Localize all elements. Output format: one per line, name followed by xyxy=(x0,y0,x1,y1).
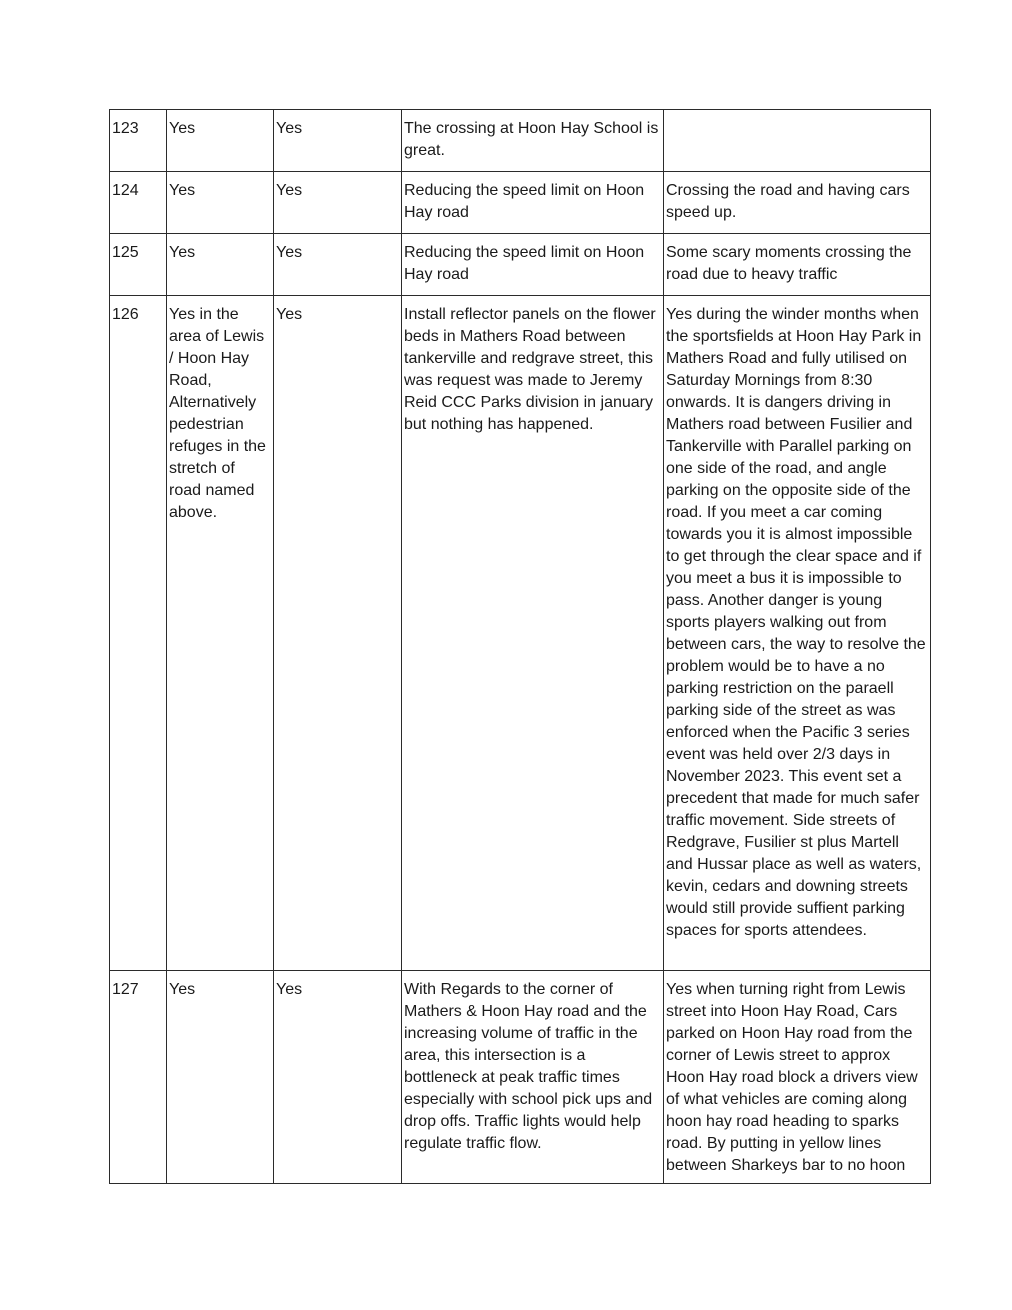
comment-cell: Some scary moments crossing the road due to heavy traffic xyxy=(664,234,931,296)
comment-cell xyxy=(664,110,931,172)
answer-cell: Yes xyxy=(274,172,402,234)
answer-cell: Yes xyxy=(274,110,402,172)
answer-cell: Yes xyxy=(167,172,274,234)
suggestion-cell: Reducing the speed limit on Hoon Hay road xyxy=(402,234,664,296)
answer-cell: Yes xyxy=(274,296,402,971)
table-row xyxy=(110,296,931,971)
suggestion-cell: With Regards to the corner of Mathers & Hoon Hay road and the increasing volume of traffic in the area, this intersection is a bottleneck at peak traffic times especially with school pick ups and drop offs. Traffic lights would help regulate traffic flow. xyxy=(402,971,664,1184)
answer-cell: Yes xyxy=(274,234,402,296)
response-id-cell: 127 xyxy=(110,971,167,1184)
answer-cell: Yes xyxy=(167,971,274,1184)
answer-cell: Yes in the area of Lewis / Hoon Hay Road, Alternatively pedestrian refuges in the stretch of road named above. xyxy=(167,296,274,971)
response-id-cell: 126 xyxy=(110,296,167,971)
response-id-cell: 124 xyxy=(110,172,167,234)
comment-cell: Crossing the road and having cars speed up. xyxy=(664,172,931,234)
suggestion-cell: Reducing the speed limit on Hoon Hay road xyxy=(402,172,664,234)
suggestion-cell: The crossing at Hoon Hay School is great. xyxy=(402,110,664,172)
answer-cell: Yes xyxy=(167,110,274,172)
table-row xyxy=(110,971,931,1184)
table-row xyxy=(110,110,931,172)
answer-cell: Yes xyxy=(274,971,402,1184)
table-row xyxy=(110,172,931,234)
responses-table xyxy=(109,109,931,1184)
table-row xyxy=(110,234,931,296)
response-id-cell: 123 xyxy=(110,110,167,172)
comment-cell: Yes during the winder months when the sportsfields at Hoon Hay Park in Mathers Road and fully utilised on Saturday Mornings from 8:30 onwards. It is dangers driving in Mathers road between Fusilier and Tankerville with Parallel parking on one side of the road, and angle parking on the opposite side of the road. If you meet a car coming towards you it is almost impossible to get through the clear space and if you meet a bus it is impossible to pass. Another danger is young sports players walking out from between cars, the way to resolve the problem would be to have a no parking restriction on the paraell parking side of the street as was enforced when the Pacific 3 series event was held over 2/3 days in November 2023. This event set a precedent that made for much safer traffic movement. Side streets of Redgrave, Fusilier st plus Martell and Hussar place as well as waters, kevin, cedars and downing streets would still provide suffient parking spaces for sports attendees. xyxy=(664,296,931,971)
comment-cell: Yes when turning right from Lewis street into Hoon Hay Road, Cars parked on Hoon Hay road from the corner of Lewis street to approx Hoon Hay road block a drivers view of what vehicles are coming along hoon hay road heading to sparks road. By putting in yellow lines between Sharkeys bar to no hoon xyxy=(664,971,931,1184)
response-id-cell: 125 xyxy=(110,234,167,296)
suggestion-cell: Install reflector panels on the flower beds in Mathers Road between tankerville and redgrave street, this was request was made to Jeremy Reid CCC Parks division in january but nothing has happened. xyxy=(402,296,664,971)
answer-cell: Yes xyxy=(167,234,274,296)
